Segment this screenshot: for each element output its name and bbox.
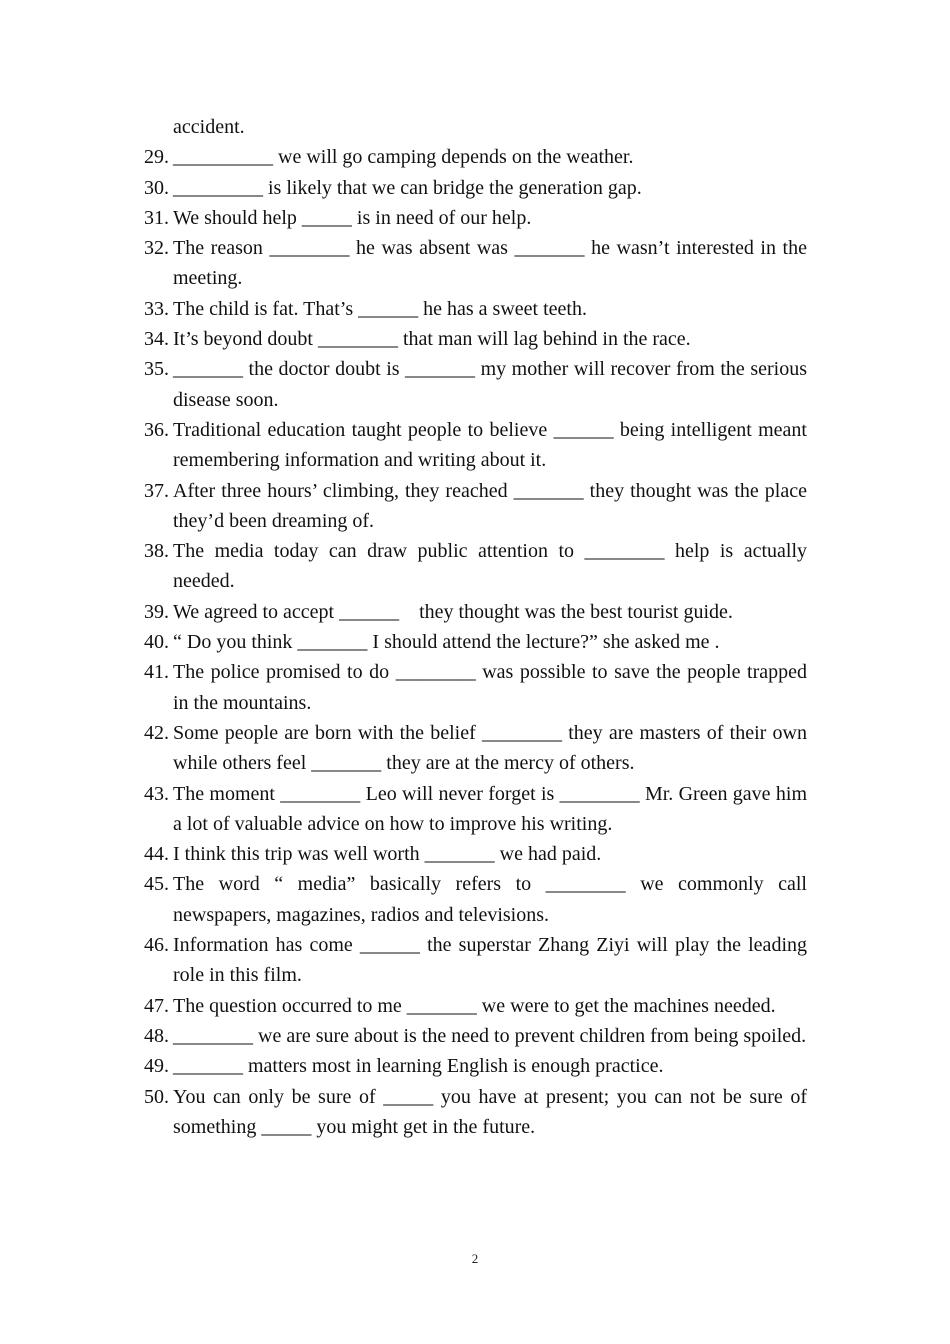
question-text: You can only be sure of _____ you have at present; you can not be sure of something _____ you might get in the future. [173,1085,807,1138]
question-text: I think this trip was well worth _______ we had paid. [173,843,602,866]
question-36 [144,415,807,476]
question-number: 50. [144,1085,169,1108]
question-number: 39. [144,600,169,623]
question-41 [144,657,807,718]
question-text: The police promised to do ________ was possible to save the people trapped in the mountains. [173,661,807,714]
question-42 [144,718,807,779]
question-number: 37. [144,479,169,502]
question-35 [144,354,807,415]
question-number: 43. [144,782,169,805]
question-number: 41. [144,661,169,684]
question-number: 31. [144,206,169,229]
question-text: After three hours’ climbing, they reached _______ they thought was the place they’d been dreaming of. [173,479,807,532]
page-number: 2 [471,1251,479,1266]
question-number: 38. [144,540,169,563]
question-list [144,112,807,1142]
question-text: The moment ________ Leo will never forget is ________ Mr. Green gave him a lot of valuable advice on how to improve his writing. [173,782,807,835]
question-number: 29. [144,146,169,169]
question-text: We should help _____ is in need of our help. [173,206,532,229]
question-number: 35. [144,358,169,381]
question-40 [144,627,807,657]
question-50 [144,1082,807,1143]
question-number: 48. [144,1024,169,1047]
question-39 [144,597,807,627]
question-text: Traditional education taught people to believe ______ being intelligent meant remembering information and writing about it. [173,418,807,472]
question-number: 46. [144,934,169,957]
question-number: 49. [144,1055,169,1078]
question-text: _______ matters most in learning English is enough practice. [173,1055,664,1078]
continuation-line: accident. [173,116,245,138]
question-text: _________ is likely that we can bridge the generation gap. [173,176,642,199]
question-text: __________ we will go camping depends on the weather. [173,146,634,169]
question-number: 45. [144,873,169,896]
question-number: 42. [144,721,169,744]
question-30 [144,173,807,203]
question-38 [144,536,807,597]
question-text: The reason ________ he was absent was _______ he wasn’t interested in the meeting. [173,237,807,290]
question-text: It’s beyond doubt ________ that man will lag behind in the race. [173,328,691,351]
question-47 [144,991,807,1021]
question-number: 40. [144,631,169,654]
question-49 [144,1051,807,1081]
question-number: 33. [144,297,169,320]
question-text: Some people are born with the belief ________ they are masters of their own while others feel _______ they are at the mercy of others. [173,721,807,775]
question-48 [144,1021,807,1051]
question-32 [144,233,807,294]
question-31 [144,203,807,233]
question-33 [144,294,807,324]
question-number: 34. [144,328,169,351]
question-text: ________ we are sure about is the need to prevent children from being spoiled. [173,1024,807,1047]
question-text: We agreed to accept ______ they thought was the best tourist guide. [173,600,733,623]
question-34 [144,324,807,354]
question-37 [144,476,807,537]
question-29 [144,142,807,172]
question-44 [144,839,807,869]
question-number: 47. [144,994,169,1017]
question-number: 32. [144,237,169,260]
question-text: The child is fat. That’s ______ he has a sweet teeth. [173,297,587,320]
question-text: The question occurred to me _______ we were to get the machines needed. [173,994,776,1017]
question-text: The word “ media” basically refers to ________ we commonly call newspapers, magazines, radios and televisions. [173,873,807,926]
question-number: 44. [144,843,169,866]
question-43 [144,779,807,840]
question-45 [144,869,807,930]
question-text: “ Do you think _______ I should attend the lecture?” she asked me . [173,631,720,654]
question-46 [144,930,807,991]
question-text: _______ the doctor doubt is _______ my mother will recover from the serious disease soon. [173,358,807,411]
question-number: 30. [144,176,169,199]
question-text: Information has come ______ the superstar Zhang Ziyi will play the leading role in this film. [173,934,807,987]
question-text: The media today can draw public attention to ________ help is actually needed. [173,540,807,593]
question-number: 36. [144,418,169,441]
